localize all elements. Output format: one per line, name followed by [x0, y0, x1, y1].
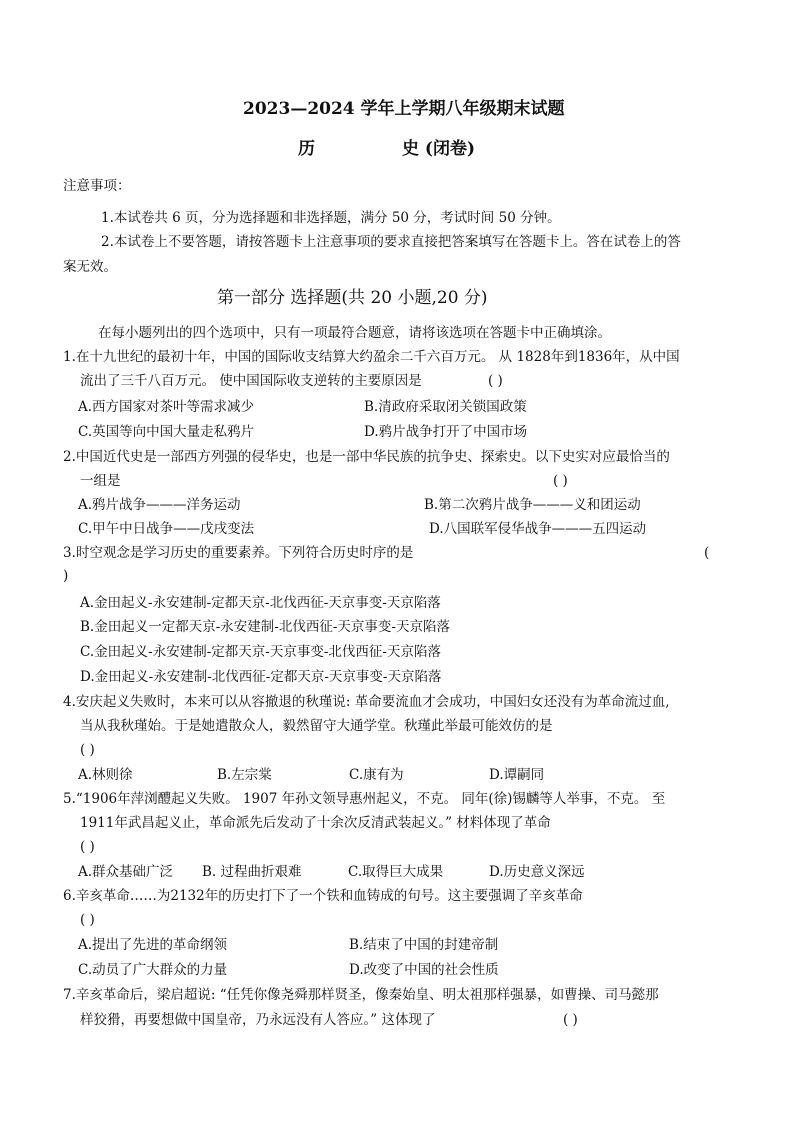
- q4-option-a: A.林则徐: [78, 767, 133, 783]
- q5-option-b: B. 过程曲折艰难: [202, 864, 302, 880]
- q4-answer-paren: ( ): [80, 742, 95, 758]
- section-instruction: 在每小题列出的四个选项中，只有一项最符合题意，请将该选项在答题卡中正确填涂。: [98, 325, 611, 341]
- q2-stem: 2.中国近代史是一部西方列强的侵华史，也是一部中华民族的抗争史、探索史。以下史实对应最恰当的: [63, 449, 670, 465]
- q6-stem: 6.辛亥革命……为2132年的历史打下了一个铁和血铸成的句号。这主要强调了辛亥革命: [63, 888, 583, 904]
- q6-option-d: D.改变了中国的社会性质: [349, 962, 499, 978]
- notice-line-2: 2.本试卷上不要答题，请按答题卡上注意事项的要求直接把答案填写在答题卡上。答在试卷上的答: [101, 234, 681, 250]
- q5-option-c: C.取得巨大成果: [348, 864, 444, 880]
- notice-label: 注意事项：: [63, 178, 131, 194]
- q3-option-b: B.金田起义一定都天京-永安建制-北伐西征-天京事变-天京陷落: [80, 619, 450, 635]
- q1-stem: 1.在十九世纪的最初十年，中国的国际收支结算大约盈余二千六百万元。 从 1828年到1836年，从中国: [63, 349, 680, 365]
- q6-option-b: B.结束了中国的封建帝制: [349, 937, 499, 953]
- q5-option-a: A.群众基础广泛: [78, 864, 174, 880]
- q3-option-a: A.金田起义-永安建制-定都天京-北伐西征-天京事变-天京陷落: [80, 595, 441, 611]
- q3-option-d: D.金田起义-永安建制-北伐西征-定都天京-天京事变-天京陷落: [80, 669, 442, 685]
- q5-stem-cont: 1911年武昌起义止，革命派先后发动了十余次反清武装起义。” 材料体现了革命: [80, 815, 551, 831]
- q1-option-d: D.鸦片战争打开了中国市场: [364, 424, 528, 440]
- q3-paren-close: ): [63, 568, 69, 584]
- q4-option-b: B.左宗棠: [217, 767, 272, 783]
- q4-stem: 4.安庆起义失败时，本来可以从容撤退的秋瑾说: 革命要流血才会成功，中国妇女还没有为革命流过血,: [63, 694, 670, 710]
- q5-stem: 5.“1906年萍浏醴起义失败。 1907 年孙文领导惠州起义，不克。 同年(徐)锡麟等人举事，不克。 至: [63, 791, 666, 807]
- q2-option-a: A.鸦片战争———洋务运动: [78, 497, 241, 513]
- q2-answer-paren: ( ): [553, 473, 568, 489]
- q6-option-a: A.提出了先进的革命纲领: [78, 937, 228, 953]
- q6-option-c: C.动员了广大群众的力量: [78, 962, 228, 978]
- subject-char-1: 历: [298, 139, 315, 159]
- q3-paren-open: (: [704, 545, 710, 561]
- q4-stem-cont: 当从我秋瑾始。于是她遣散众人，毅然留守大通学堂。秋瑾此举最可能效仿的是: [80, 718, 553, 734]
- q3-option-c: C.金田起义-永安建制-定都天京-天京事变-北伐西征-天京陷落: [80, 644, 441, 660]
- subject-char-2: 史 (闭卷): [402, 139, 476, 159]
- notice-line-1: 1.本试卷共 6 页，分为选择题和非选择题，满分 50 分，考试时间 50 分钟。: [101, 210, 561, 226]
- q3-stem: 3.时空观念是学习历史的重要素养。下列符合历史时序的是: [63, 545, 414, 561]
- q2-stem-cont: 一组是: [80, 473, 121, 489]
- q7-stem-cont: 样狡猾，再要想做中国皇帝，乃永远没有人答应。” 这体现了: [80, 1012, 436, 1028]
- section-title: 第一部分 选择题(共 20 小题,20 分): [217, 288, 488, 308]
- q7-stem: 7.辛亥革命后，梁启超说: “任凭你像尧舜那样贤圣，像秦始皇、明太祖那样强暴，如曹操、司马懿那: [63, 987, 659, 1003]
- q2-option-d: D.八国联军侵华战争———五四运动: [429, 521, 647, 537]
- q7-answer-paren: ( ): [563, 1012, 578, 1028]
- q1-option-c: C.英国等向中国大量走私鸦片: [78, 424, 255, 440]
- notice-line-2-cont: 案无效。: [63, 259, 117, 275]
- exam-title: 2023—2024 学年上学期八年级期末试题: [243, 99, 565, 119]
- q5-option-d: D.历史意义深远: [489, 864, 585, 880]
- q1-option-b: B.清政府采取闭关锁国政策: [364, 399, 527, 415]
- q1-answer-paren: ( ): [488, 373, 503, 389]
- q1-stem-cont: 流出了三千八百万元。 使中国国际收支逆转的主要原因是: [80, 373, 422, 389]
- q2-option-b: B.第二次鸦片战争———义和团运动: [424, 497, 641, 513]
- q5-answer-paren: ( ): [80, 839, 95, 855]
- q1-option-a: A.西方国家对茶叶等需求减少: [78, 399, 255, 415]
- q4-option-c: C.康有为: [349, 767, 404, 783]
- q2-option-c: C.甲午中日战争——戊戌变法: [78, 521, 255, 537]
- q4-option-d: D.谭嗣同: [489, 767, 545, 783]
- q6-answer-paren: ( ): [80, 912, 95, 928]
